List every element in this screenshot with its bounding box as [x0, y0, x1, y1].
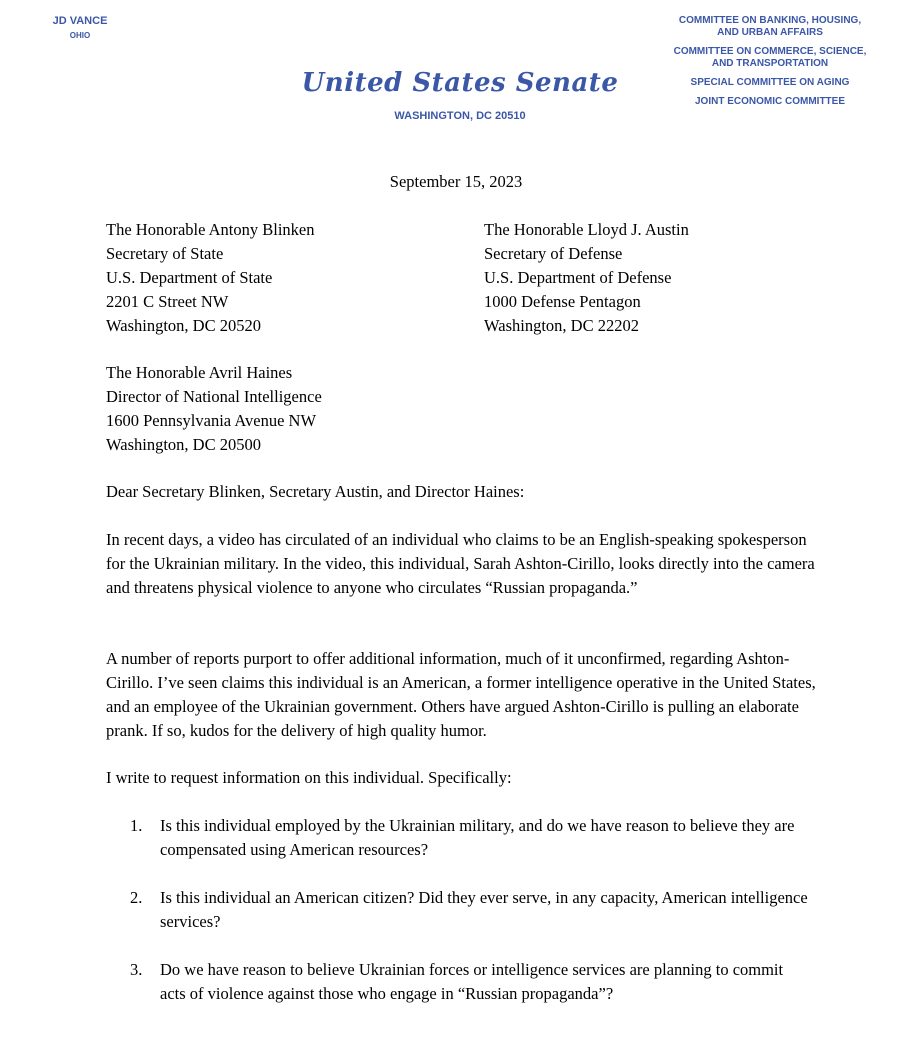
address-line: U.S. Department of State [106, 268, 273, 287]
body-paragraph: I write to request information on this individual. Specifically: [106, 768, 512, 787]
question-text: Is this individual an American citizen? Did they ever serve, in any capacity, American intelligence services? [160, 888, 808, 931]
recipient-address [484, 218, 689, 338]
letterhead-city: WASHINGTON, DC 20510 [394, 110, 526, 122]
address-line: The Honorable Avril Haines [106, 363, 293, 382]
committee-list [655, 15, 885, 115]
committee-item: SPECIAL COMMITTEE ON AGING [690, 77, 850, 88]
body-paragraph: In recent days, a video has circulated of an individual who claims to be an English-speaking spokesperson for the Ukrainian military. In the video, this individual, Sarah Ashton-Cirillo, looks directly into the camera and threatens physical violence to anyone who circulates “Russian propaganda.” [106, 530, 815, 597]
address-line: Secretary of Defense [484, 244, 623, 263]
address-line: 1600 Pennsylvania Avenue NW [106, 411, 317, 430]
committee-item: COMMITTEE ON COMMERCE, SCIENCE, AND TRANSPORTATION [673, 46, 867, 69]
address-line: U.S. Department of Defense [484, 268, 672, 287]
letter-date: September 15, 2023 [389, 172, 523, 191]
address-line: Washington, DC 20500 [106, 435, 261, 454]
question-item [130, 814, 810, 862]
recipient-address [106, 218, 315, 338]
address-line: Director of National Intelligence [106, 387, 322, 406]
question-number: 1. [130, 816, 143, 835]
address-line: Secretary of State [106, 244, 224, 263]
question-text: Is this individual employed by the Ukrainian military, and do we have reason to believe they are compensated using American resources? [160, 816, 795, 859]
recipient-address [106, 361, 322, 457]
question-item [130, 958, 810, 1006]
address-line: 1000 Defense Pentagon [484, 292, 641, 311]
address-line: Washington, DC 22202 [484, 316, 639, 335]
question-number: 3. [130, 960, 143, 979]
salutation: Dear Secretary Blinken, Secretary Austin, and Director Haines: [106, 482, 525, 501]
question-text: Do we have reason to believe Ukrainian forces or intelligence services are planning to commit acts of violence against those who engage in “Russian propaganda”? [160, 960, 784, 1003]
sender-state: OHIO [69, 31, 91, 40]
committee-item: JOINT ECONOMIC COMMITTEE [695, 96, 845, 107]
committee-item: COMMITTEE ON BANKING, HOUSING, AND URBAN AFFAIRS [678, 15, 862, 38]
body-paragraph: A number of reports purport to offer additional information, much of it unconfirmed, regarding Ashton-Cirillo. I’ve seen claims this individual is an American, a former intelligence operative in the United States, and an employee of the Ukrainian government. Others have argued Ashton-Cirillo is pulling an elaborate prank. If so, kudos for the delivery of high quality humor. [106, 649, 816, 740]
sender-name: JD VANCE [52, 15, 108, 27]
address-line: The Honorable Lloyd J. Austin [484, 220, 689, 239]
letterhead-title: United States Senate [301, 68, 619, 98]
question-list [130, 814, 810, 1030]
address-line: 2201 C Street NW [106, 292, 229, 311]
question-number: 2. [130, 888, 143, 907]
question-item [130, 886, 810, 934]
address-line: Washington, DC 20520 [106, 316, 261, 335]
address-line: The Honorable Antony Blinken [106, 220, 315, 239]
